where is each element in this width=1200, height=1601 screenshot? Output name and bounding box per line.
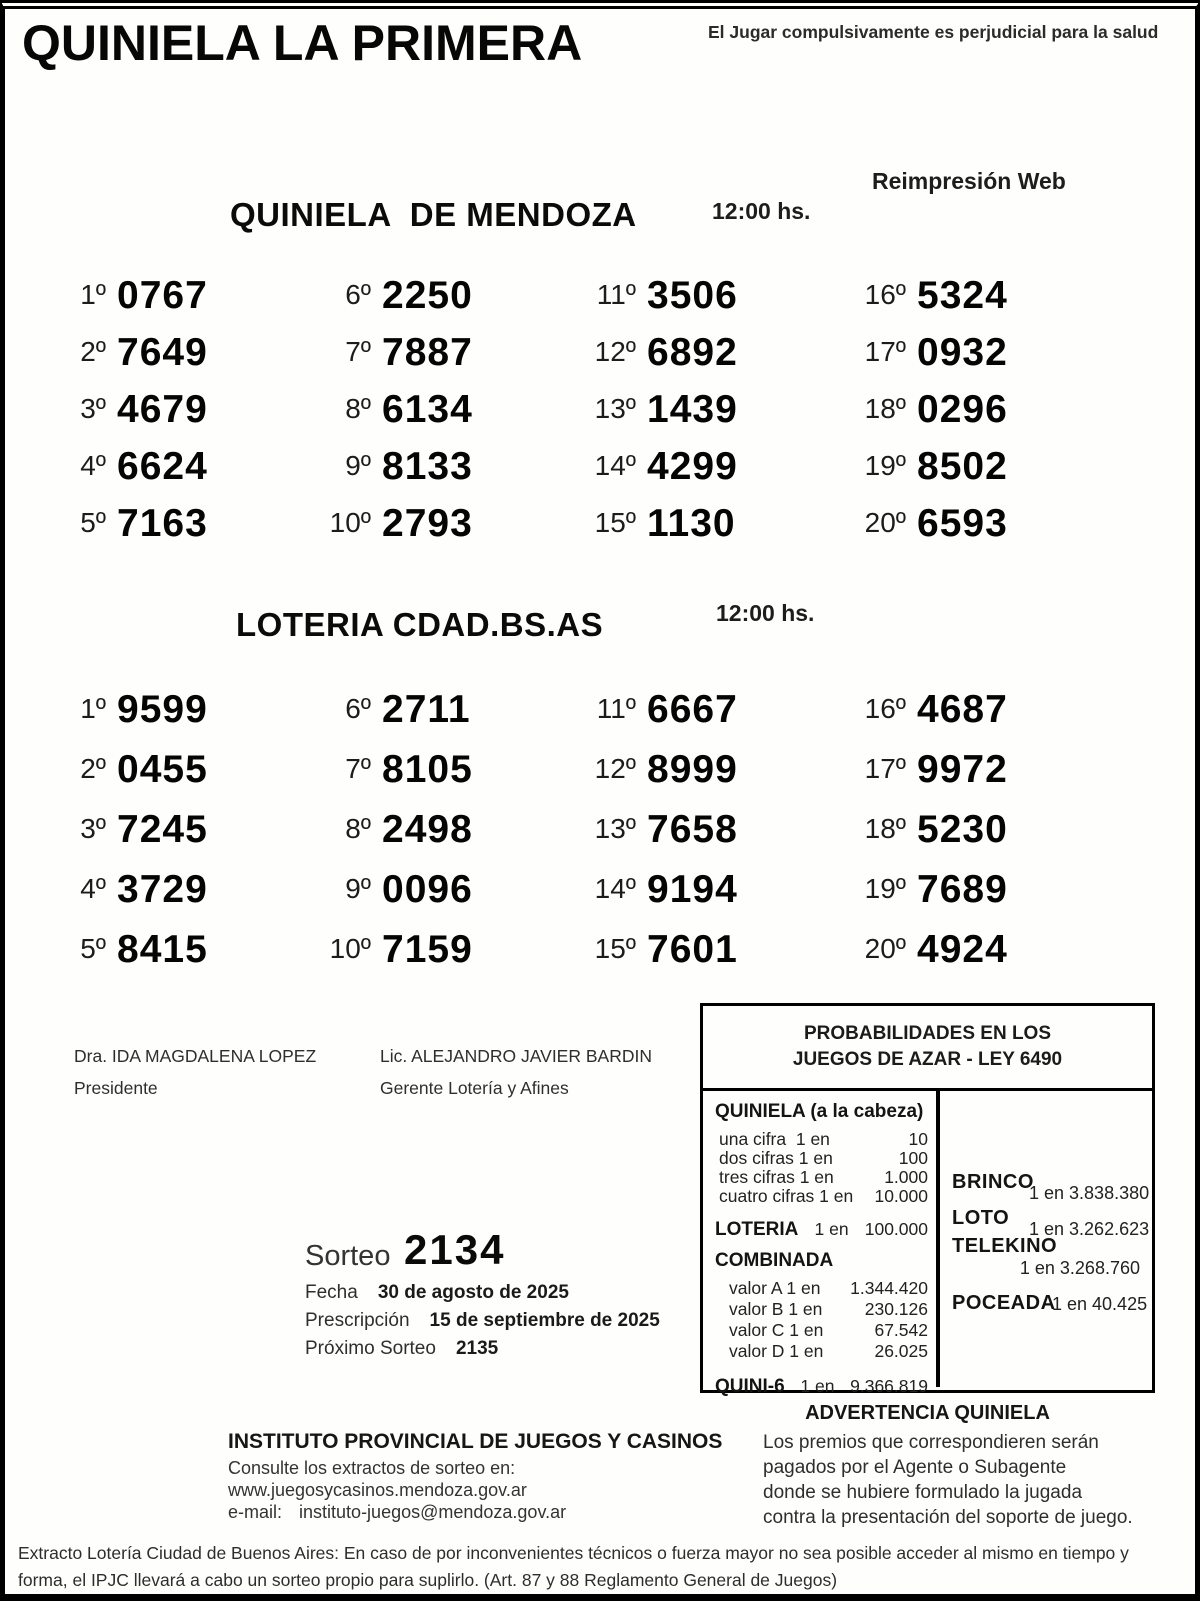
result-position: 14º [594, 450, 636, 481]
result-item [313, 810, 578, 870]
result-number: 8502 [917, 445, 1008, 488]
quini6-odds-row [715, 1376, 928, 1398]
odds-label: valor D 1 en [729, 1341, 824, 1361]
result-number: 5324 [917, 274, 1008, 317]
game-odds-poceada: 1 en 40.425 [1052, 1294, 1148, 1314]
odds-label: LOTERIA [715, 1219, 799, 1240]
proximo-label: Próximo Sorteo [305, 1338, 436, 1359]
result-item [578, 690, 848, 750]
result-position: 3º [80, 393, 106, 424]
result-position: 8º [345, 813, 371, 844]
odds-label: valor A 1 en [729, 1278, 821, 1298]
result-position: 3º [80, 813, 106, 844]
result-position: 1º [80, 279, 106, 310]
result-item [313, 447, 578, 504]
result-number: 9194 [647, 868, 738, 911]
result-number: 8999 [647, 748, 738, 791]
game-odds-telekino: 1 en 3.268.760 [1019, 1258, 1140, 1278]
result-number: 7649 [117, 331, 208, 374]
game-odds-loto: 1 en 3.262.623 [1029, 1219, 1150, 1239]
result-number: 0096 [382, 868, 473, 911]
result-number: 2498 [382, 808, 473, 851]
health-warning: El Jugar compulsivamente es perjudicial para la salud [708, 22, 1159, 42]
result-position: 4º [80, 873, 106, 904]
result-position: 7º [345, 753, 371, 784]
result-item [48, 930, 313, 990]
result-position: 17º [864, 336, 906, 367]
advertencia-text-line: pagados por el Agente o Subagente [763, 1457, 1067, 1478]
result-number: 8105 [382, 748, 473, 791]
advertencia-text [763, 1430, 1133, 1530]
odds-row [715, 1149, 928, 1168]
result-number: 4924 [917, 928, 1008, 971]
odds-label: QUINI-6 [715, 1376, 785, 1397]
official-block-president [74, 1048, 316, 1097]
footer-disclaimer-line: forma, el IPJC llevará a cabo un sorteo propio para suplirlo. (Art. 87 y 88 Reglamento General de Juegos) [18, 1570, 838, 1590]
result-position: 6º [345, 279, 371, 310]
result-item [48, 276, 313, 333]
section-title-mendoza: QUINIELA DE MENDOZA [230, 196, 637, 233]
results-grid-loteria [48, 690, 1148, 990]
odds-mid: 1 en [814, 1219, 849, 1239]
result-number: 2793 [382, 502, 473, 545]
section-time-loteria: 12:00 hs. [716, 600, 815, 626]
result-position: 18º [864, 393, 906, 424]
probabilities-box [700, 1003, 1155, 1397]
probabilities-left-column [703, 1091, 940, 1397]
result-item [578, 810, 848, 870]
result-number: 9972 [917, 748, 1008, 791]
result-item [578, 390, 848, 447]
result-item [848, 690, 1148, 750]
result-item [578, 276, 848, 333]
result-number: 4687 [917, 688, 1008, 731]
probabilities-title-line1: PROBABILIDADES EN LOS [803, 1023, 1052, 1044]
result-item [48, 504, 313, 561]
result-item [848, 333, 1148, 390]
email-label: e-mail: [228, 1502, 283, 1522]
sorteo-number: 2134 [404, 1226, 506, 1273]
odds-row [715, 1299, 928, 1320]
quiniela-odds-header: QUINIELA (a la cabeza) [715, 1101, 924, 1122]
result-item [48, 810, 313, 870]
result-item [48, 870, 313, 930]
fecha-label: Fecha [305, 1282, 358, 1303]
prescripcion-label: Prescripción [305, 1310, 410, 1331]
result-item [48, 750, 313, 810]
advertencia-text-line: contra la presentación del soporte de juego. [763, 1507, 1133, 1528]
odds-value: 10 [908, 1129, 928, 1149]
result-item [848, 504, 1148, 561]
advertencia-text-line: donde se hubiere formulado la jugada [763, 1482, 1083, 1503]
odds-label: valor B 1 en [729, 1299, 823, 1319]
result-position: 6º [345, 693, 371, 724]
result-number: 8133 [382, 445, 473, 488]
result-item [48, 690, 313, 750]
result-item [578, 930, 848, 990]
advertencia-title: ADVERTENCIA QUINIELA [805, 1402, 1050, 1424]
game-name-telekino: TELEKINO [952, 1235, 1058, 1257]
result-number: 0455 [117, 748, 208, 791]
result-item [578, 504, 848, 561]
result-number: 6667 [647, 688, 738, 731]
odds-mid: 1 en [800, 1376, 835, 1396]
result-number: 3506 [647, 274, 738, 317]
result-position: 11º [596, 693, 636, 724]
result-number: 5230 [917, 808, 1008, 851]
result-position: 13º [594, 393, 636, 424]
result-item [313, 390, 578, 447]
result-position: 19º [864, 450, 906, 481]
prescription-row [305, 1311, 660, 1330]
result-position: 2º [80, 753, 106, 784]
odds-row [715, 1320, 928, 1341]
result-number: 0767 [117, 274, 208, 317]
result-item [48, 447, 313, 504]
result-item [848, 276, 1148, 333]
proximo-value: 2135 [455, 1338, 499, 1359]
result-item [578, 333, 848, 390]
odds-row [715, 1130, 928, 1149]
odds-row [715, 1341, 928, 1362]
institute-consult: Consulte los extractos de sorteo en: [228, 1458, 516, 1478]
loteria-odds-row [715, 1219, 928, 1241]
result-number: 7887 [382, 331, 473, 374]
game-odds-brinco: 1 en 3.838.380 [1029, 1183, 1150, 1203]
sorteo-label: Sorteo [305, 1240, 391, 1272]
result-position: 13º [594, 813, 636, 844]
footer-disclaimer-line: Extracto Lotería Ciudad de Buenos Aires: En caso de por inconvenientes técnicos o fuerza mayor no sea posible acceder al mismo en tiempo y [18, 1543, 1129, 1563]
result-item [313, 333, 578, 390]
result-position: 1º [80, 693, 106, 724]
result-item [578, 750, 848, 810]
result-position: 5º [80, 507, 106, 538]
next-draw-row [305, 1339, 498, 1358]
odds-value: 26.025 [874, 1341, 928, 1361]
result-number: 6624 [117, 445, 208, 488]
result-item [578, 870, 848, 930]
result-number: 3729 [117, 868, 208, 911]
result-number: 0296 [917, 388, 1008, 431]
result-item [313, 930, 578, 990]
advertencia-text-line: Los premios que correspondieren serán [763, 1432, 1099, 1453]
official-role: Gerente Lotería y Afines [380, 1077, 569, 1098]
section-time-mendoza: 12:00 hs. [712, 198, 811, 224]
odds-label: dos cifras 1 en [719, 1148, 833, 1168]
result-item [313, 504, 578, 561]
result-position: 2º [80, 336, 106, 367]
odds-label: tres cifras 1 en [719, 1167, 834, 1187]
prescripcion-value: 15 de septiembre de 2025 [429, 1310, 660, 1331]
result-number: 6892 [647, 331, 738, 374]
institute-name: INSTITUTO PROVINCIAL DE JUEGOS Y CASINOS [228, 1430, 723, 1453]
result-position: 4º [80, 450, 106, 481]
probabilities-right-column [944, 1091, 1152, 1387]
result-position: 16º [864, 279, 906, 310]
odds-label: una cifra 1 en [719, 1129, 830, 1149]
result-position: 12º [594, 753, 636, 784]
result-item [313, 690, 578, 750]
odds-label: cuatro cifras 1 en [719, 1186, 854, 1206]
result-item [313, 870, 578, 930]
game-name-loto: LOTO [952, 1207, 1010, 1229]
odds-row [715, 1278, 928, 1299]
result-number: 2250 [382, 274, 473, 317]
result-position: 8º [345, 393, 371, 424]
results-grid-mendoza [48, 276, 1148, 561]
institute-email-row [228, 1502, 566, 1523]
game-name-brinco: BRINCO [952, 1171, 1034, 1193]
result-item [848, 750, 1148, 810]
odds-value: 1.000 [884, 1167, 928, 1187]
result-item [848, 870, 1148, 930]
official-block-manager [380, 1048, 652, 1097]
result-item [848, 447, 1148, 504]
draw-date-row [305, 1283, 569, 1302]
odds-value: 1.344.420 [850, 1278, 928, 1298]
probabilities-body [703, 1091, 1152, 1397]
reprint-label: Reimpresión Web [872, 168, 1066, 194]
probabilities-title-line2: JUEGOS DE AZAR - LEY 6490 [792, 1049, 1063, 1070]
result-number: 7245 [117, 808, 208, 851]
result-position: 20º [864, 933, 906, 964]
odds-value: 67.542 [874, 1320, 928, 1340]
result-position: 5º [80, 933, 106, 964]
result-number: 1130 [647, 502, 736, 545]
result-number: 7689 [917, 868, 1008, 911]
result-number: 6593 [917, 502, 1008, 545]
result-item [313, 750, 578, 810]
result-number: 2711 [382, 688, 471, 731]
official-name: Dra. IDA MAGDALENA LOPEZ [74, 1046, 317, 1066]
probabilities-title [703, 1006, 1152, 1091]
result-position: 7º [345, 336, 371, 367]
official-role: Presidente [74, 1077, 158, 1098]
odds-value: 100.000 [864, 1219, 928, 1239]
result-number: 8415 [117, 928, 208, 971]
odds-value: 9.366.819 [850, 1376, 928, 1396]
result-position: 18º [864, 813, 906, 844]
result-number: 7658 [647, 808, 738, 851]
result-number: 4299 [647, 445, 738, 488]
result-position: 10º [329, 507, 371, 538]
fecha-value: 30 de agosto de 2025 [377, 1282, 569, 1303]
odds-value: 230.126 [864, 1299, 928, 1319]
result-item [848, 390, 1148, 447]
odds-value: 100 [898, 1148, 928, 1168]
page-title: QUINIELA LA PRIMERA [22, 15, 583, 71]
result-position: 20º [864, 507, 906, 538]
odds-value: 10.000 [874, 1186, 928, 1206]
result-number: 0932 [917, 331, 1008, 374]
result-number: 7159 [382, 928, 473, 971]
combinada-header: COMBINADA [715, 1250, 834, 1271]
result-item [848, 810, 1148, 870]
result-number: 7601 [647, 928, 738, 971]
result-position: 11º [596, 279, 636, 310]
result-item [578, 447, 848, 504]
odds-row [715, 1187, 928, 1206]
result-position: 15º [594, 933, 636, 964]
result-position: 9º [345, 450, 371, 481]
result-number: 4679 [117, 388, 208, 431]
game-name-poceada: POCEADA [952, 1292, 1056, 1314]
result-number: 7163 [117, 502, 208, 545]
institute-website: www.juegosycasinos.mendoza.gov.ar [228, 1480, 527, 1500]
section-title-loteria: LOTERIA CDAD.BS.AS [236, 606, 604, 643]
result-position: 15º [594, 507, 636, 538]
odds-row [715, 1168, 928, 1187]
result-position: 19º [864, 873, 906, 904]
result-number: 1439 [647, 388, 738, 431]
result-item [848, 930, 1148, 990]
result-position: 12º [594, 336, 636, 367]
odds-label: valor C 1 en [729, 1320, 824, 1340]
result-position: 14º [594, 873, 636, 904]
result-number: 6134 [382, 388, 473, 431]
institute-email: instituto-juegos@mendoza.gov.ar [299, 1502, 567, 1522]
result-item [48, 390, 313, 447]
result-item [48, 333, 313, 390]
result-position: 16º [864, 693, 906, 724]
result-position: 10º [329, 933, 371, 964]
result-number: 9599 [117, 688, 208, 731]
official-name: Lic. ALEJANDRO JAVIER BARDIN [380, 1046, 652, 1066]
result-position: 17º [864, 753, 906, 784]
result-item [313, 276, 578, 333]
result-position: 9º [345, 873, 371, 904]
